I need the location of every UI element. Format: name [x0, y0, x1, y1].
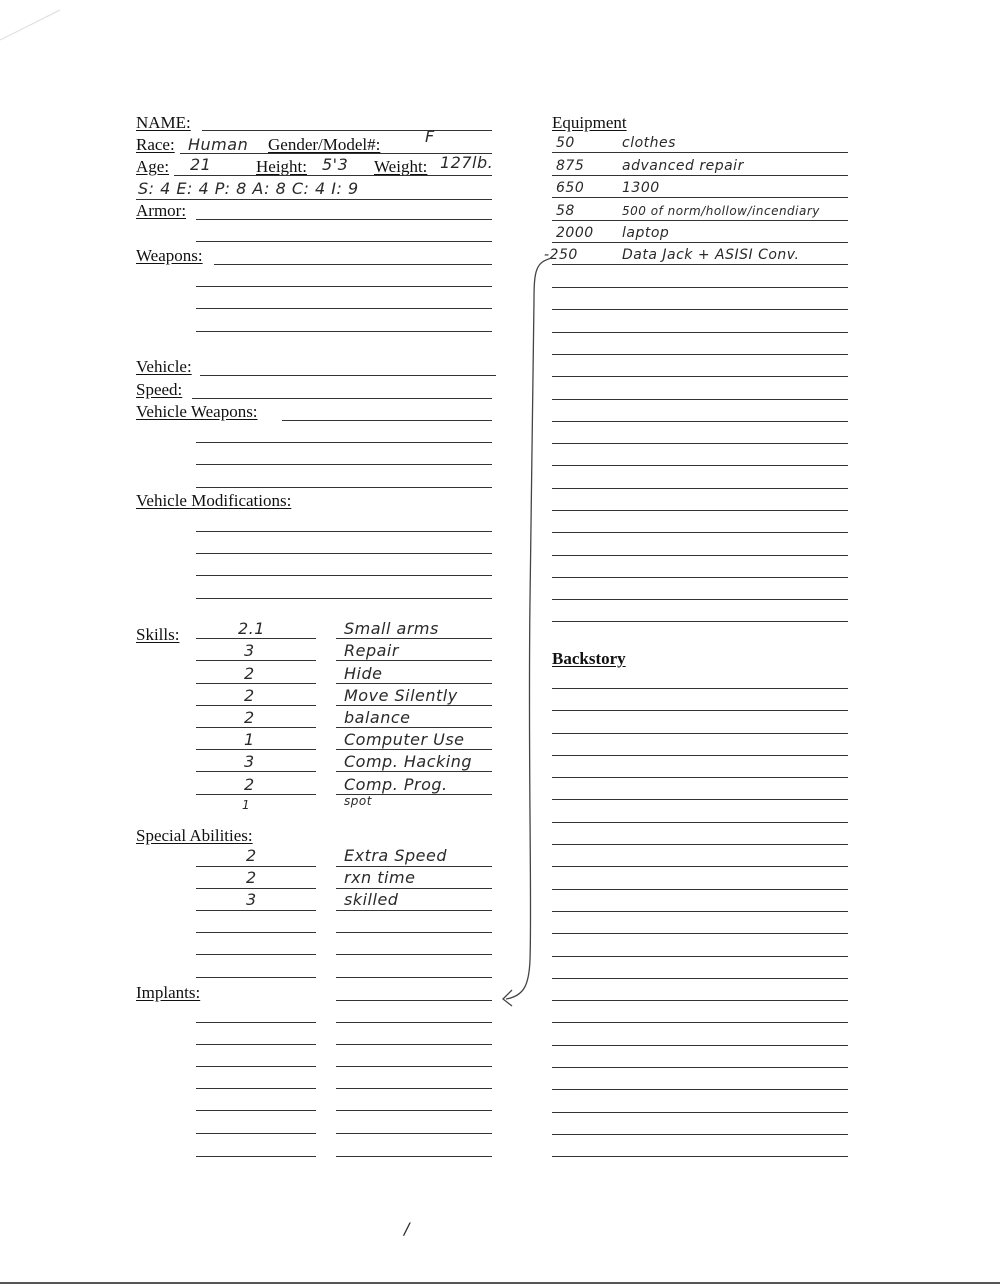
equipment-cost[interactable]: 58 — [556, 203, 575, 219]
skill-name[interactable]: Computer Use — [344, 730, 465, 749]
height-label: Height: — [256, 157, 307, 176]
name-label: NAME: — [136, 113, 191, 132]
vehicle-label: Vehicle: — [136, 357, 192, 376]
equipment-cost[interactable]: 2000 — [556, 225, 594, 241]
vehicle-weapons-label: Vehicle Weapons: — [136, 402, 258, 421]
skill-name[interactable]: Small arms — [344, 619, 439, 638]
equipment-label: Equipment — [552, 113, 627, 132]
special-ability-rank[interactable]: 2 — [246, 846, 257, 865]
skill-name[interactable]: Comp. Prog. — [344, 775, 448, 794]
special-ability-rank[interactable]: 3 — [246, 890, 257, 909]
footer-mark: / — [404, 1219, 410, 1238]
skill-rank[interactable]: 2 — [244, 708, 255, 727]
equipment-item[interactable]: clothes — [622, 135, 676, 151]
race-label: Race: — [136, 135, 175, 154]
age-value[interactable]: 21 — [190, 155, 212, 174]
equipment-item[interactable]: advanced repair — [622, 158, 744, 174]
equipment-item[interactable]: Data Jack + ASISI Conv. — [622, 247, 800, 263]
skill-rank[interactable]: 1 — [244, 730, 255, 749]
skills-label: Skills: — [136, 625, 180, 644]
skill-name[interactable]: Repair — [344, 641, 399, 660]
special-ability-name[interactable]: rxn time — [344, 868, 416, 887]
special-abilities-label: Special Abilities: — [136, 826, 253, 845]
armor-label: Armor: — [136, 201, 187, 220]
skill-rank[interactable]: 3 — [244, 752, 255, 771]
gender-value[interactable]: F — [425, 127, 435, 146]
skill-name[interactable]: Comp. Hacking — [344, 752, 473, 771]
skill-rank[interactable]: 2 — [244, 775, 255, 794]
scan-border — [0, 1282, 1000, 1284]
skill-rank[interactable]: 1 — [242, 798, 251, 812]
equipment-item[interactable]: laptop — [622, 225, 670, 241]
equipment-cost[interactable]: -250 — [544, 247, 578, 263]
weight-label: Weight: — [374, 157, 428, 176]
implants-label: Implants: — [136, 983, 201, 1002]
speed-label: Speed: — [136, 380, 183, 399]
skill-rank[interactable]: 2 — [244, 664, 255, 683]
age-label: Age: — [136, 157, 170, 176]
vehicle-mods-label: Vehicle Modifications: — [136, 491, 292, 510]
skill-name[interactable]: spot — [344, 794, 372, 808]
equipment-cost[interactable]: 50 — [556, 135, 575, 151]
equipment-item[interactable]: 1300 — [622, 180, 660, 196]
skill-name[interactable]: Move Silently — [344, 686, 458, 705]
gender-label: Gender/Model#: — [268, 135, 381, 154]
special-ability-name[interactable]: Extra Speed — [344, 846, 447, 865]
backstory-label: Backstory — [552, 649, 626, 668]
skill-rank[interactable]: 2.1 — [238, 619, 265, 638]
race-value[interactable]: Human — [188, 135, 249, 154]
equipment-cost[interactable]: 875 — [556, 158, 585, 174]
equipment-cost[interactable]: 650 — [556, 180, 585, 196]
skill-name[interactable]: balance — [344, 708, 411, 727]
weapons-label: Weapons: — [136, 246, 203, 265]
equipment-item[interactable]: 500 of norm/hollow/incendiary — [622, 204, 820, 218]
weight-value[interactable]: 127lb. — [440, 153, 494, 172]
height-value[interactable]: 5'3 — [322, 155, 349, 174]
skill-rank[interactable]: 3 — [244, 641, 255, 660]
skill-rank[interactable]: 2 — [244, 686, 255, 705]
skill-name[interactable]: Hide — [344, 664, 383, 683]
stats-line[interactable]: S: 4 E: 4 P: 8 A: 8 C: 4 I: 9 — [138, 179, 359, 198]
special-ability-name[interactable]: skilled — [344, 890, 399, 909]
special-ability-rank[interactable]: 2 — [246, 868, 257, 887]
